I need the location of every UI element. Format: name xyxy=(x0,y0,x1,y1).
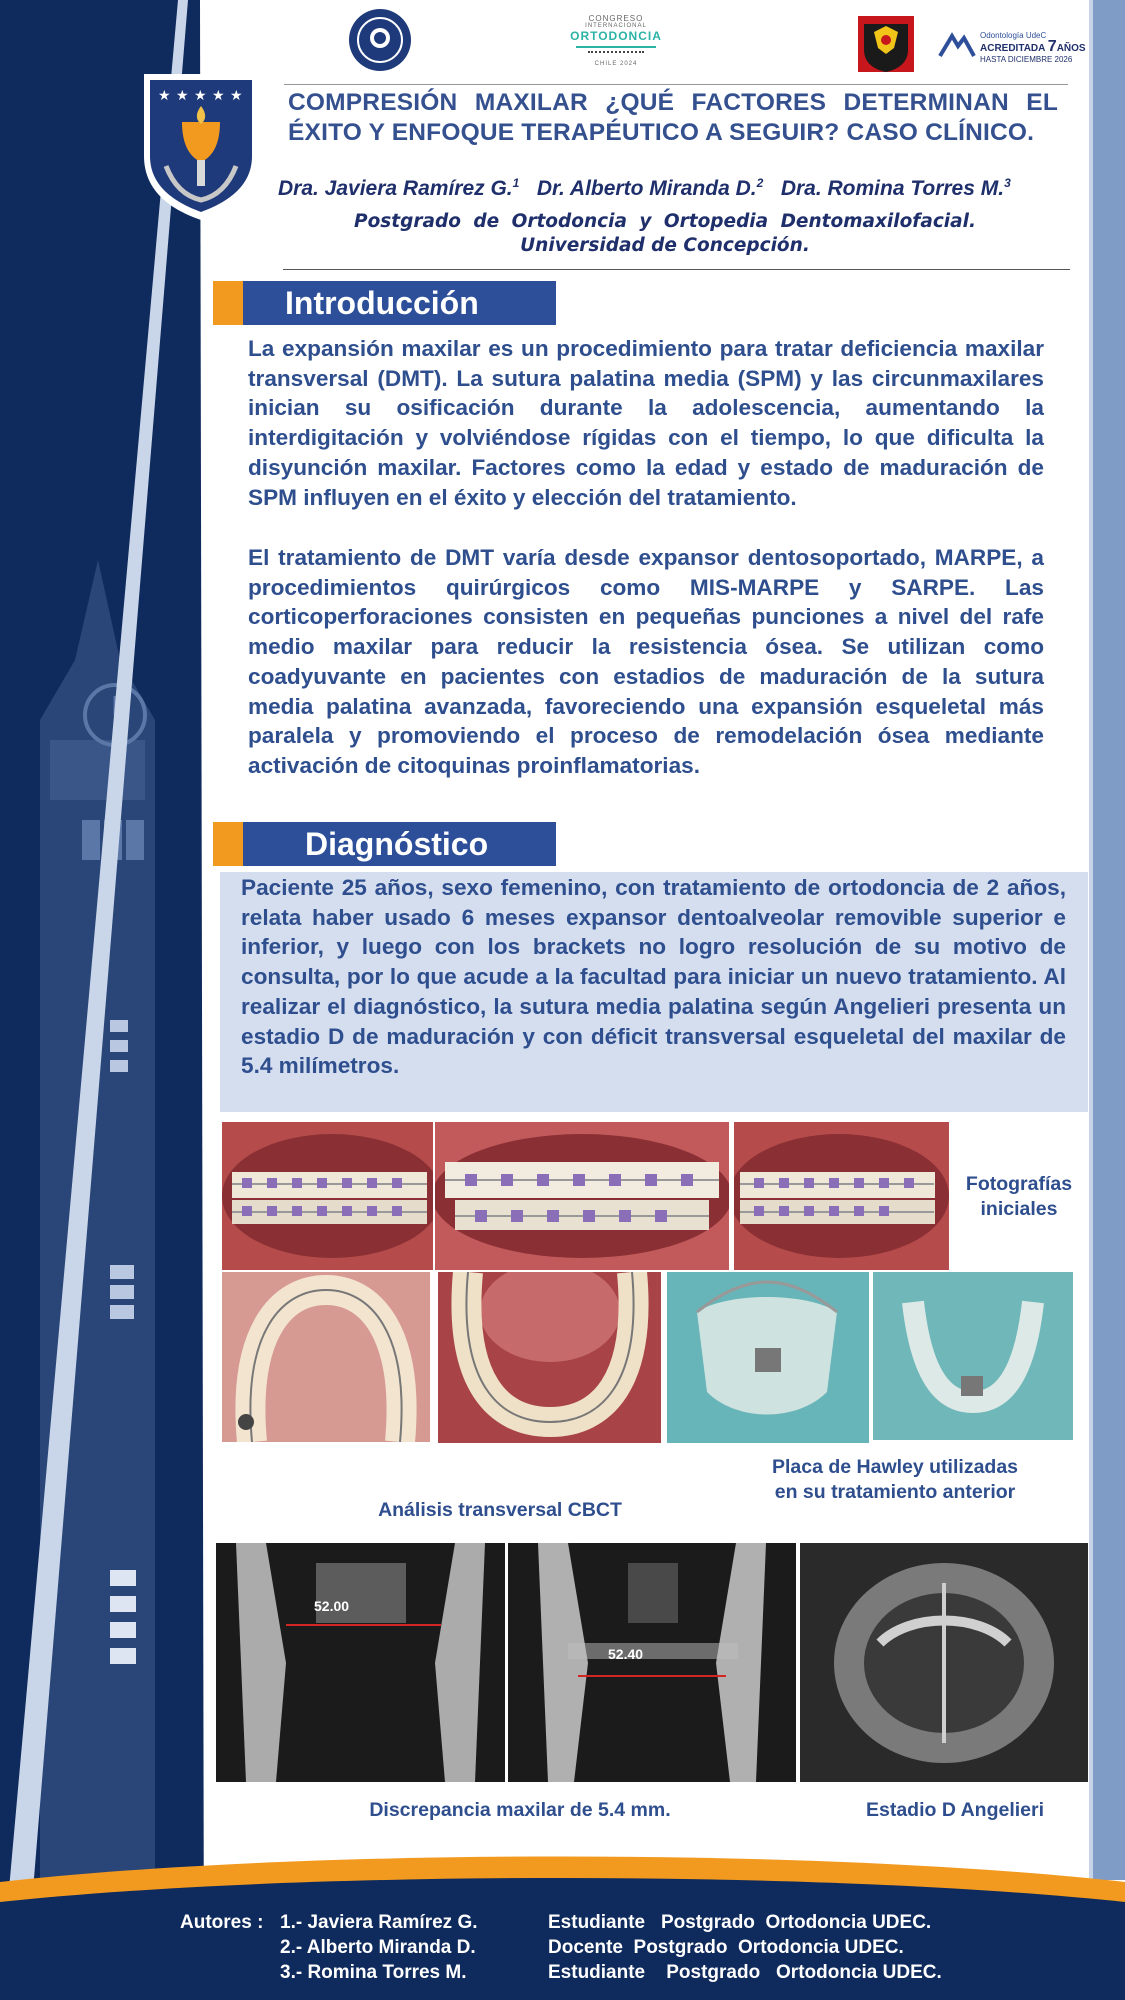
author-1 xyxy=(278,177,519,200)
authors-line xyxy=(278,176,1088,201)
author-1-name: Dra. Javiera Ramírez G. xyxy=(278,177,513,200)
section-heading-text: Introducción xyxy=(243,281,556,325)
title-line-1: COMPRESIÓN MAXILAR ¿QUÉ FACTORES DETERMINAN EL xyxy=(288,89,1058,116)
caption-discrepancy: Discrepancia maxilar de 5.4 mm. xyxy=(369,1799,671,1821)
section-heading-introduccion xyxy=(213,281,556,325)
congreso-dots xyxy=(588,51,644,57)
acred-main-text: ACREDITADA xyxy=(980,43,1045,54)
congreso-ortodoncia-logo xyxy=(566,14,666,67)
header-divider-bottom xyxy=(283,269,1070,270)
university-shield-logo xyxy=(140,70,262,222)
tower-silhouette xyxy=(0,0,212,2000)
svg-text:★: ★ xyxy=(212,88,225,104)
footer-row-2 xyxy=(180,1935,1080,1960)
section-tab-accent xyxy=(213,281,243,325)
acred-until-text: HASTA DICIEMBRE 2026 xyxy=(980,55,1073,64)
poster-title xyxy=(288,88,1058,148)
acred-main-line xyxy=(980,38,1086,55)
cbct-scan-2 xyxy=(508,1543,796,1782)
intro-paragraph-2: El tratamiento de DMT varía desde expansor dentosoportado, MARPE, a procedimientos quirúrgicos como MIS-MARPE y SARPE. Las corticoperforaciones consisten en pequeñas punciones a nivel del rafe medio maxilar para reducir la resistencia ósea. Se utilizan como coadyuvante en pacientes con estadios de maduración de la sutura media palatina avanzada, favoreciendo una expansión esqueletal más paralela y promoviendo el proceso de remodelación ósea mediante activación de citoquinas proinflamatorias. xyxy=(248,545,1044,778)
cbct-measure-2: 52.40 xyxy=(608,1646,644,1662)
author-2-name: Dr. Alberto Miranda D. xyxy=(536,177,757,200)
section-tab-accent xyxy=(213,822,243,866)
caption-hawley xyxy=(740,1455,1050,1505)
footer-author-name: 3.- Romina Torres M. xyxy=(280,1962,467,1983)
congreso-mid-text: INTERNACIONAL xyxy=(585,23,647,29)
author-2 xyxy=(537,177,763,200)
affiliation xyxy=(330,210,1000,258)
footer-author-name: 2.- Alberto Miranda D. xyxy=(280,1937,476,1958)
footer-author-name: 1.- Javiera Ramírez G. xyxy=(280,1912,478,1933)
hawley-appliance-lower xyxy=(873,1272,1073,1440)
congreso-main-text: ORTODONCIA xyxy=(570,29,662,43)
svg-text:★: ★ xyxy=(230,88,243,104)
caption-hawley-line-1: Placa de Hawley utilizadas xyxy=(771,1456,1019,1478)
footer-row-1 xyxy=(180,1910,1080,1935)
author-3 xyxy=(781,177,1011,200)
svg-text:★: ★ xyxy=(194,88,207,104)
caption-cbct: Análisis transversal CBCT xyxy=(378,1499,622,1521)
cbct-scan-1 xyxy=(216,1543,505,1782)
intraoral-photo-left xyxy=(734,1122,949,1270)
ortodoncia-society-logo xyxy=(348,8,412,72)
intraoral-photo-frontal xyxy=(435,1122,729,1270)
intraoral-photo-right xyxy=(222,1122,433,1270)
acred-top-text: Odontología UdeC xyxy=(980,31,1047,40)
eagle-crest-logo xyxy=(856,14,916,74)
footer-author-role: Estudiante Postgrado Ortodoncia UDEC. xyxy=(548,1912,932,1933)
author-2-sup: 2 xyxy=(756,176,764,190)
title-line-2: ÉXITO Y ENFOQUE TERAPÉUTICO A SEGUIR? CASO CLÍNICO. xyxy=(288,119,1035,146)
affiliation-line-1: Postgrado de Ortodoncia y Ortopedia Dentomaxilofacial. xyxy=(354,211,976,232)
svg-text:★: ★ xyxy=(158,88,171,104)
caption-angelieri: Estadio D Angelieri xyxy=(865,1799,1045,1821)
affiliation-line-2: Universidad de Concepción. xyxy=(520,235,810,256)
occlusal-photo-lower xyxy=(438,1272,661,1443)
congreso-divider xyxy=(576,46,656,48)
acred-years-word: AÑOS xyxy=(1056,43,1086,54)
acreditada-badge xyxy=(980,30,1086,65)
footer-author-role: Docente Postgrado Ortodoncia UDEC. xyxy=(548,1937,904,1958)
footer-label: Autores : xyxy=(180,1912,264,1933)
congreso-bottom-text: CHILE 2024 xyxy=(594,61,638,67)
acreditacion-logo-mark xyxy=(936,30,978,64)
author-3-name: Dra. Romina Torres M. xyxy=(780,177,1005,200)
occlusal-photo-upper xyxy=(222,1272,430,1442)
cbct-measure-1: 52.00 xyxy=(314,1598,350,1614)
section-heading-diagnostico xyxy=(213,822,556,866)
footer-authors xyxy=(180,1910,1080,1985)
acred-years-number: 7 xyxy=(1047,38,1057,55)
section-heading-text: Diagnóstico xyxy=(243,822,556,866)
left-decorative-band xyxy=(0,0,212,2000)
hawley-appliance-upper xyxy=(667,1272,869,1443)
congreso-top-text: CONGRESO xyxy=(588,14,644,23)
right-decorative-band xyxy=(1093,0,1125,1880)
cbct-axial-palatal-suture xyxy=(800,1543,1088,1782)
diagnosis-paragraph: Paciente 25 años, sexo femenino, con tratamiento de ortodoncia de 2 años, relata haber usado 6 meses expansor dentoalveolar removible superior e inferior, y luego con los brackets no logro resolución de su motivo de consulta, por lo que acude a la facultad para iniciar un nuevo tratamiento. Al realizar el diagnóstico, la sutura media palatina según Angelieri presenta un estadio D de maduración y con déficit transversal esqueletal del maxilar de 5.4 milímetros. xyxy=(241,875,1066,1079)
right-band-highlight xyxy=(1089,0,1093,1880)
header-divider-top xyxy=(284,84,1068,85)
intro-paragraph-1: La expansión maxilar es un procedimiento para tratar deficiencia maxilar transversal (DMT). La sutura palatina media (SPM) y las circunmaxilares inician su osificación durante la adolescencia, aumentando la interdigitación y volviéndose rígidas con el tiempo, lo que dificulta la disyunción maxilar. Factores como la edad y estado de maduración de SPM influyen en el éxito y elección del tratamiento. xyxy=(248,336,1044,510)
author-3-sup: 3 xyxy=(1004,176,1011,190)
caption-hawley-line-2: en su tratamiento anterior xyxy=(774,1481,1016,1503)
svg-text:★: ★ xyxy=(176,88,189,104)
footer-row-3 xyxy=(180,1960,1080,1985)
caption-initial-photos: Fotografías iniciales xyxy=(965,1173,1073,1220)
footer-author-role: Estudiante Postgrado Ortodoncia UDEC. xyxy=(548,1962,942,1983)
author-1-sup: 1 xyxy=(512,176,520,190)
